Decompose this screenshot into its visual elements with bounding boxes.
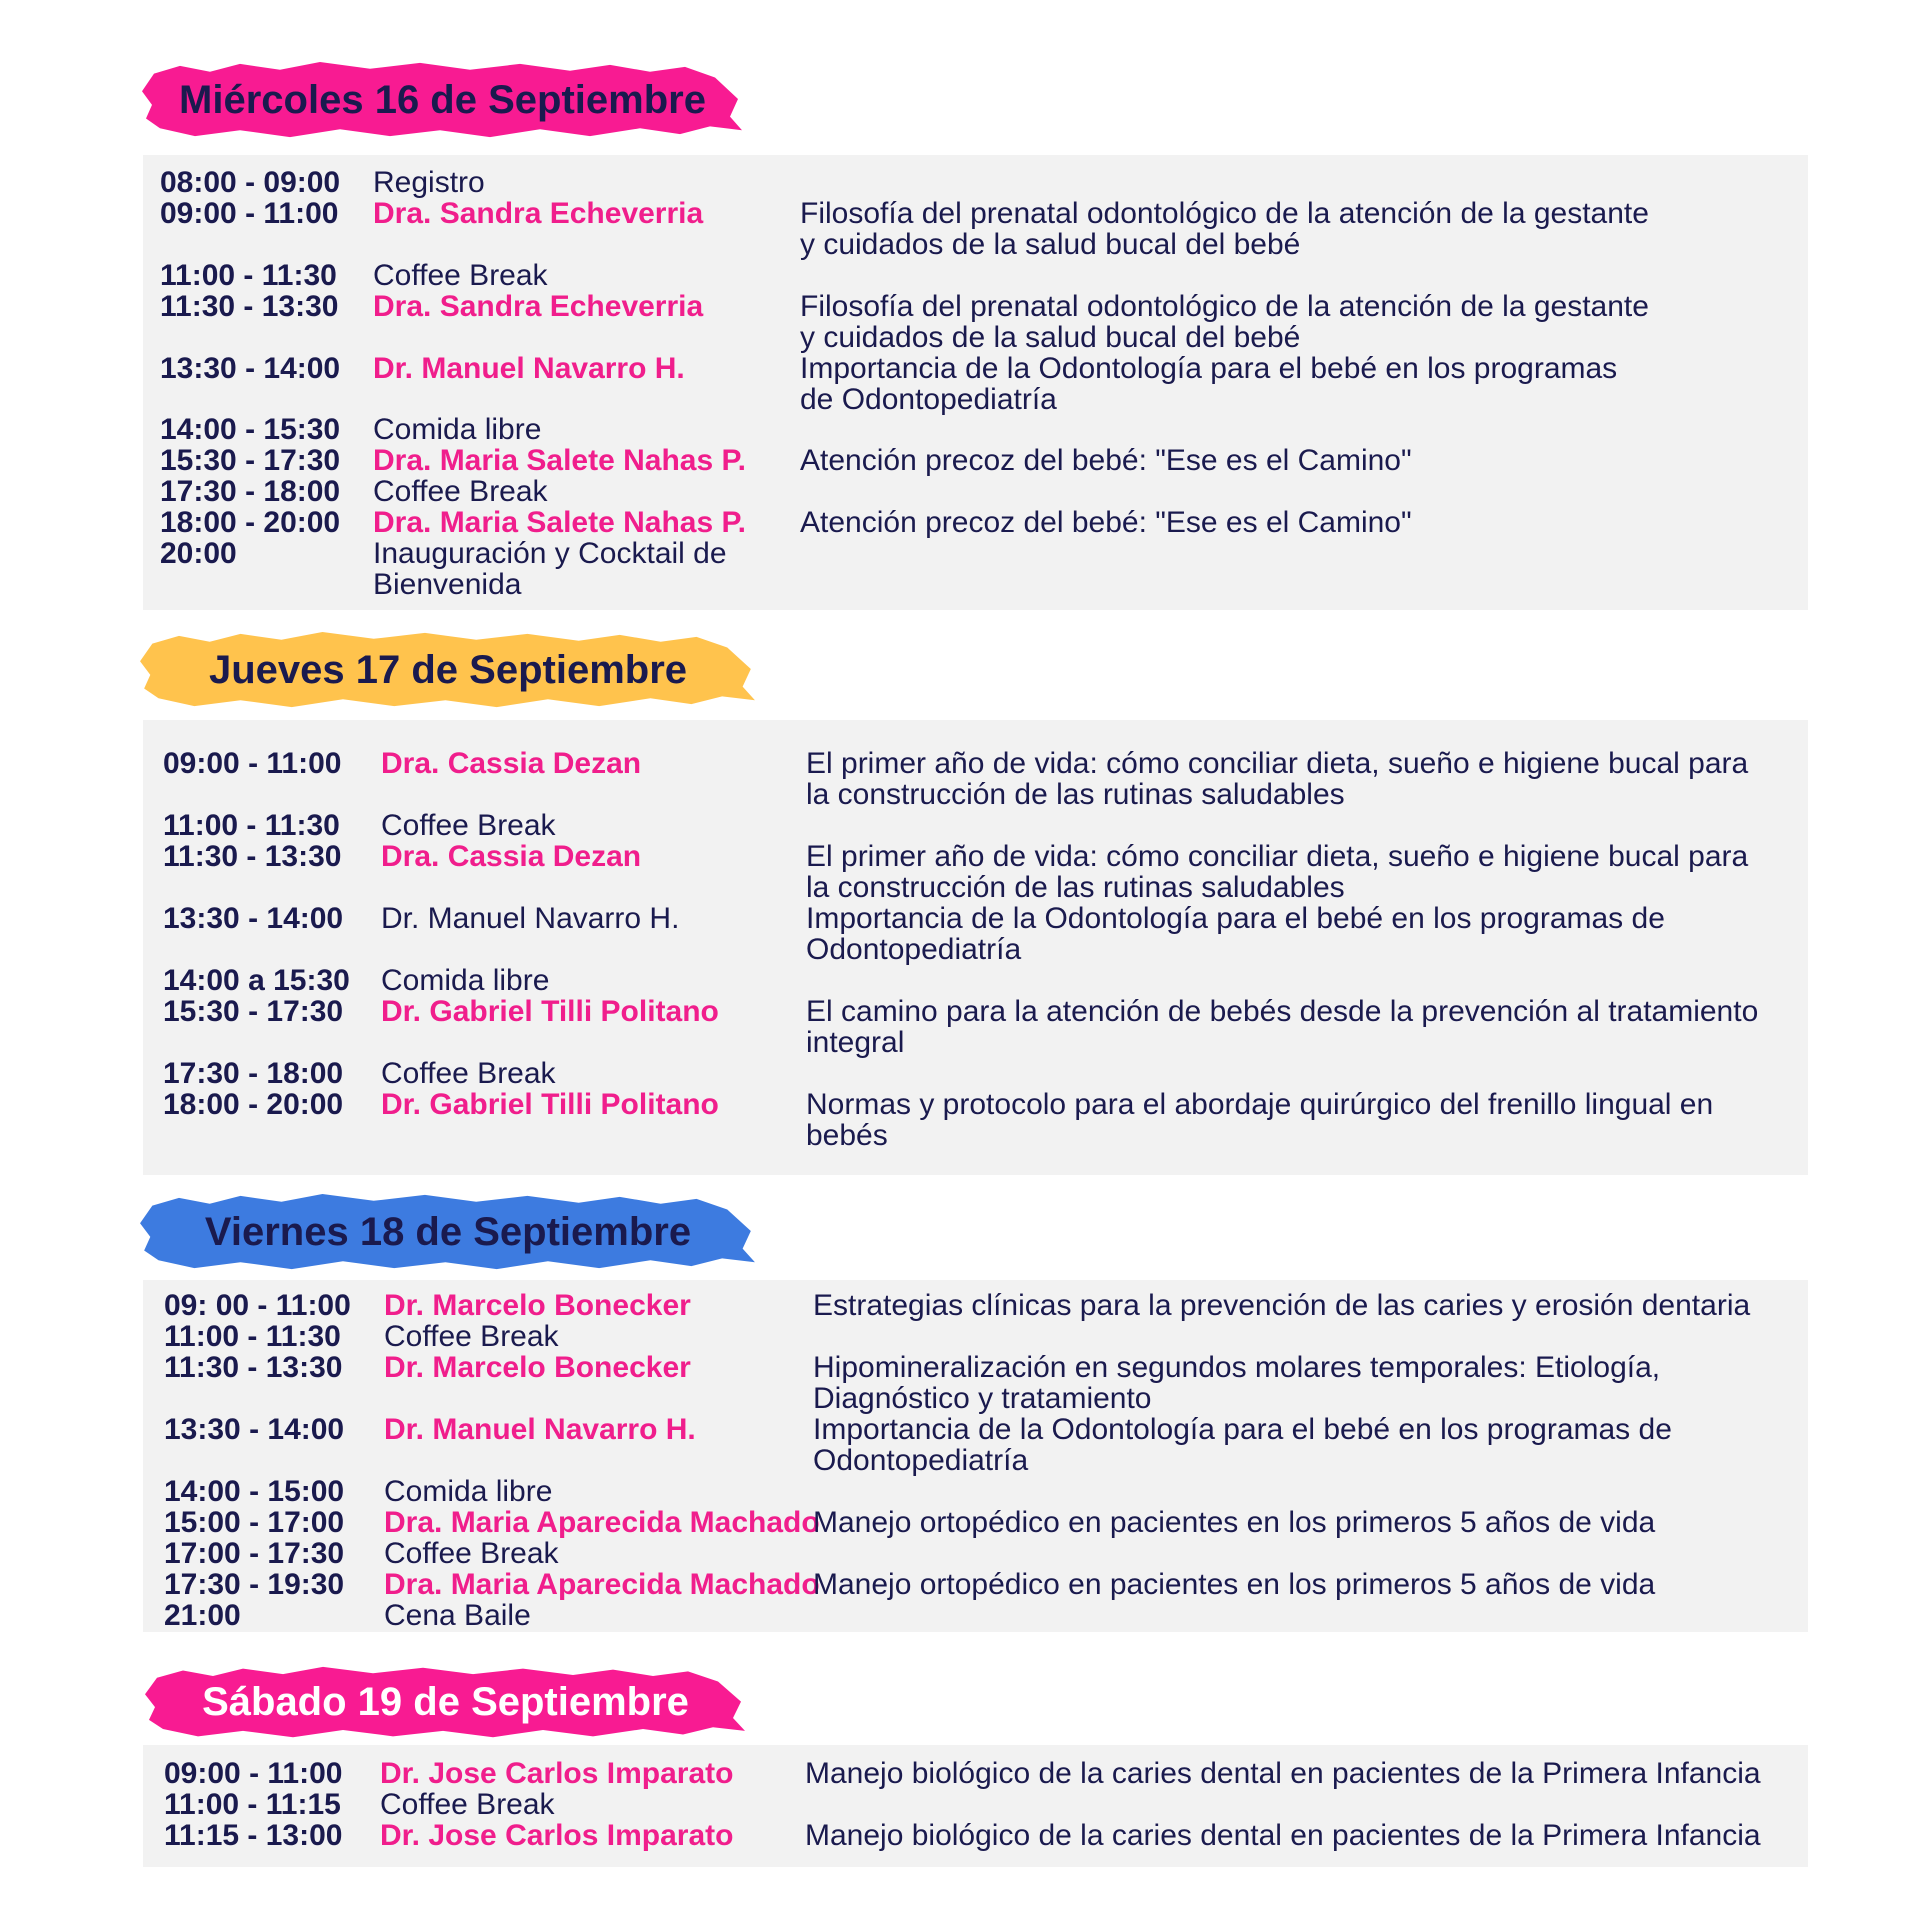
- session-speaker: Dra. Cassia Dezan: [381, 747, 642, 780]
- session-speaker: Inauguración y Cocktail de Bienvenida: [373, 537, 727, 601]
- session-topic: Atención precoz del bebé: "Ese es el Camino": [800, 506, 1412, 539]
- session-topic: Importancia de la Odontología para el bebé en los programas de Odontopediatría: [806, 902, 1665, 966]
- session-topic: Manejo ortopédico en pacientes en los primeros 5 años de vida: [813, 1568, 1656, 1601]
- schedule-panel: [143, 720, 1808, 1175]
- session-time: 09:00 - 11:00: [164, 1757, 343, 1790]
- session-time: 11:00 - 11:30: [160, 259, 337, 292]
- session-speaker: Dra. Maria Salete Nahas P.: [373, 506, 746, 539]
- session-topic: El primer año de vida: cómo conciliar dieta, sueño e higiene bucal para la construcción de las rutinas saludables: [806, 840, 1749, 904]
- session-topic: Manejo ortopédico en pacientes en los primeros 5 años de vida: [813, 1506, 1656, 1539]
- session-time: 17:30 - 19:30: [164, 1568, 345, 1601]
- session-topic: El camino para la atención de bebés desde la prevención al tratamiento integral: [806, 995, 1759, 1059]
- session-time: 11:00 - 11:30: [163, 809, 340, 842]
- session-speaker: Dr. Jose Carlos Imparato: [380, 1757, 734, 1790]
- session-speaker: Dr. Jose Carlos Imparato: [380, 1819, 734, 1852]
- session-speaker: Dr. Manuel Navarro H.: [381, 902, 680, 935]
- session-time: 20:00: [160, 537, 237, 570]
- day-banner: [140, 60, 745, 140]
- session-time: 15:00 - 17:00: [164, 1506, 345, 1539]
- session-speaker: Comida libre: [381, 964, 550, 997]
- session-speaker: Coffee Break: [380, 1788, 555, 1821]
- session-topic: Filosofía del prenatal odontológico de la atención de la gestante y cuidados de la salud bucal del bebé: [800, 290, 1649, 354]
- session-time: 08:00 - 09:00: [160, 166, 341, 199]
- day-title: Jueves 17 de Septiembre: [208, 647, 688, 692]
- day-title: Viernes 18 de Septiembre: [204, 1209, 692, 1254]
- schedule-panel: [143, 1745, 1808, 1867]
- session-time: 09:00 - 11:00: [163, 747, 342, 780]
- session-time: 13:30 - 14:00: [164, 1413, 345, 1446]
- session-time: 17:00 - 17:30: [164, 1537, 345, 1570]
- session-time: 11:30 - 13:30: [160, 290, 339, 323]
- session-time: 09: 00 - 11:00: [164, 1289, 351, 1322]
- session-time: 11:00 - 11:15: [164, 1788, 341, 1821]
- session-topic: Filosofía del prenatal odontológico de la atención de la gestante y cuidados de la salud bucal del bebé: [800, 197, 1649, 261]
- session-speaker: Dra. Maria Aparecida Machado: [384, 1568, 820, 1601]
- session-speaker: Cena Baile: [384, 1599, 531, 1632]
- session-speaker: Coffee Break: [381, 809, 556, 842]
- session-time: 17:30 - 18:00: [163, 1057, 344, 1090]
- session-speaker: Dr. Marcelo Bonecker: [384, 1289, 691, 1322]
- session-topic: Importancia de la Odontología para el bebé en los programas de Odontopediatría: [800, 352, 1618, 416]
- session-speaker: Dr. Gabriel Tilli Politano: [381, 1088, 719, 1121]
- session-topic: Estrategias clínicas para la prevención de las caries y erosión dentaria: [813, 1289, 1751, 1322]
- session-time: 14:00 a 15:30: [163, 964, 350, 997]
- session-speaker: Dra. Sandra Echeverria: [373, 290, 704, 323]
- session-speaker: Dra. Maria Aparecida Machado: [384, 1506, 820, 1539]
- day-title: Miércoles 16 de Septiembre: [179, 77, 706, 122]
- session-time: 14:00 - 15:00: [164, 1475, 345, 1508]
- session-time: 15:30 - 17:30: [163, 995, 344, 1028]
- session-speaker: Dr. Manuel Navarro H.: [384, 1413, 696, 1446]
- session-speaker: Comida libre: [373, 413, 542, 446]
- session-speaker: Coffee Break: [384, 1320, 559, 1353]
- session-time: 11:00 - 11:30: [164, 1320, 341, 1353]
- session-topic: El primer año de vida: cómo conciliar dieta, sueño e higiene bucal para la construcción de las rutinas saludables: [806, 747, 1749, 811]
- day-banner: [138, 1192, 758, 1272]
- session-topic: Manejo biológico de la caries dental en pacientes de la Primera Infancia: [805, 1757, 1761, 1790]
- session-speaker: Comida libre: [384, 1475, 553, 1508]
- session-time: 21:00: [164, 1599, 241, 1632]
- session-topic: Hipomineralización en segundos molares temporales: Etiología, Diagnóstico y tratamiento: [813, 1351, 1661, 1415]
- session-topic: Manejo biológico de la caries dental en pacientes de la Primera Infancia: [805, 1819, 1761, 1852]
- session-speaker: Dra. Cassia Dezan: [381, 840, 642, 873]
- session-speaker: Dr. Marcelo Bonecker: [384, 1351, 691, 1384]
- session-time: 17:30 - 18:00: [160, 475, 341, 508]
- session-time: 11:15 - 13:00: [164, 1819, 343, 1852]
- session-time: 13:30 - 14:00: [160, 352, 341, 385]
- session-speaker: Coffee Break: [373, 259, 548, 292]
- session-time: 11:30 - 13:30: [164, 1351, 343, 1384]
- session-speaker: Dr. Manuel Navarro H.: [373, 352, 685, 385]
- session-speaker: Dr. Gabriel Tilli Politano: [381, 995, 719, 1028]
- session-time: 11:30 - 13:30: [163, 840, 342, 873]
- session-speaker: Coffee Break: [384, 1537, 559, 1570]
- schedule-panel: [143, 155, 1808, 610]
- day-banner: [138, 630, 758, 710]
- session-time: 18:00 - 20:00: [160, 506, 341, 539]
- session-speaker: Dra. Maria Salete Nahas P.: [373, 444, 746, 477]
- session-speaker: Coffee Break: [381, 1057, 556, 1090]
- session-topic: Importancia de la Odontología para el bebé en los programas de Odontopediatría: [813, 1413, 1672, 1477]
- session-time: 14:00 - 15:30: [160, 413, 341, 446]
- schedule-panel: [143, 1280, 1808, 1632]
- session-speaker: Registro: [373, 166, 485, 199]
- session-time: 13:30 - 14:00: [163, 902, 344, 935]
- session-topic: Normas y protocolo para el abordaje quirúrgico del frenillo lingual en bebés: [806, 1088, 1714, 1152]
- session-time: 18:00 - 20:00: [163, 1088, 344, 1121]
- session-speaker: Dra. Sandra Echeverria: [373, 197, 704, 230]
- session-time: 15:30 - 17:30: [160, 444, 341, 477]
- session-speaker: Coffee Break: [373, 475, 548, 508]
- session-topic: Atención precoz del bebé: "Ese es el Camino": [800, 444, 1412, 477]
- day-title: Sábado 19 de Septiembre: [202, 1680, 689, 1724]
- session-time: 09:00 - 11:00: [160, 197, 339, 230]
- day-banner: [143, 1665, 748, 1740]
